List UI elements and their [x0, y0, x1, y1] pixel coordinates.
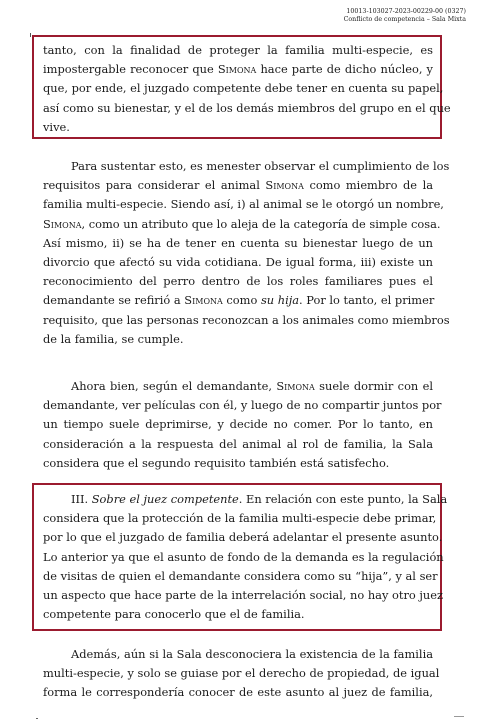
paragraph-line: Lo anterior ya que el asunto de fondo de la demanda es la regulación — [43, 549, 444, 564]
paragraph-line — [43, 291, 433, 310]
paragraph-5 — [43, 645, 440, 703]
paragraph-line: considera que el segundo requisito también está satisfecho. — [43, 455, 390, 470]
paragraph-line: así como su bienestar, y el de los demás miembros del grupo en el que — [43, 100, 451, 115]
paragraph-line: considera que la protección de la familia multi-especie debe primar, — [43, 511, 437, 526]
paragraph-line — [43, 490, 448, 509]
paragraph-line: competente para conocerlo que el de familia. — [43, 607, 305, 622]
paragraph-line: Ahora bien, según el demandante, Simona suele dormir con el — [71, 379, 433, 393]
paragraph-line: vive. — [43, 119, 70, 134]
text-run: . En relación con este punto, la Sala — [238, 492, 448, 506]
paragraph-line: familia multi-especie. Siendo así, i) al animal se le otorgó un nombre, — [43, 197, 444, 212]
paragraph-line: impostergable reconocer que Simona hace parte de dicho núcleo, y — [43, 62, 433, 77]
paragraph-line: multi-especie, y solo se guiase por el derecho de propiedad, de igual — [43, 666, 440, 681]
document-header — [344, 8, 466, 24]
paragraph-line: divorcio que afectó su vida cotidiana. De igual forma, iii) existe un — [43, 255, 433, 270]
case-number: 10013-103027-2023-00229-00 (0327) — [346, 8, 466, 15]
text-run: demandante se refirió a Simona como — [43, 293, 261, 308]
paragraph-line: un aspecto que hace parte de la interrelación social, no hay otro juez — [43, 588, 443, 603]
document-subtitle: Conflicto de competencia – Sala Mixta — [343, 16, 466, 23]
paragraph-1 — [43, 41, 451, 137]
paragraph-line: forma le correspondería conocer de este asunto al juez de familia, — [43, 685, 433, 700]
paragraph-line: demandante, ver películas con él, y luego de no compartir juntos por — [43, 398, 442, 413]
section-title: Sobre el juez competente — [91, 492, 239, 506]
paragraph-line: que, por ende, el juzgado competente debe tener en cuenta su papel, — [43, 81, 444, 96]
paragraph-line: de la familia, se cumple. — [43, 331, 184, 346]
paragraph-line: de visitas de quien el demandante considera como su “hija”, y al ser — [43, 568, 438, 583]
margin-mark — [30, 33, 31, 37]
paragraph-line: Además, aún si la Sala desconociera la existencia de la familia — [71, 647, 433, 661]
paragraph-4 — [43, 490, 448, 624]
paragraph-line: reconocimiento del perro dentro de los roles familiares pues el — [43, 274, 433, 289]
name-simona: Simona — [265, 178, 304, 193]
paragraph-line: requisitos para considerar el animal Simona como miembro de la — [43, 178, 433, 193]
paragraph-line: Para sustentar esto, es menester observar el cumplimiento de los — [71, 159, 450, 173]
name-simona: Simona — [276, 379, 315, 393]
paragraph-2 — [43, 157, 450, 349]
name-simona: Simona — [217, 62, 257, 77]
page-mark — [36, 718, 38, 719]
paragraph-line: requisito, que las personas reconozcan a los animales como miembros — [43, 312, 450, 327]
name-simona: Simona — [184, 293, 223, 308]
section-number: III. — [71, 492, 92, 506]
text-run: . Por lo tanto, el primer — [299, 293, 435, 308]
paragraph-line: consideración a la respuesta del animal al rol de familia, la Sala — [43, 436, 433, 451]
name-simona: Simona — [43, 216, 82, 231]
paragraph-line: Así mismo, ii) se ha de tener en cuenta su bienestar luego de un — [43, 235, 433, 250]
paragraph-line: por lo que el juzgado de familia deberá adelantar el presente asunto. — [43, 530, 443, 545]
paragraph-3 — [43, 377, 442, 473]
paragraph-line: Simona, como un atributo que lo aleja de la categoría de simple cosa. — [43, 216, 441, 231]
paragraph-line: tanto, con la finalidad de proteger la familia multi-especie, es — [43, 43, 433, 57]
page-mark — [454, 716, 464, 717]
paragraph-line: un tiempo suele deprimirse, y decide no comer. Por lo tanto, en — [43, 417, 433, 432]
emphasis-text: su hija — [260, 293, 300, 308]
